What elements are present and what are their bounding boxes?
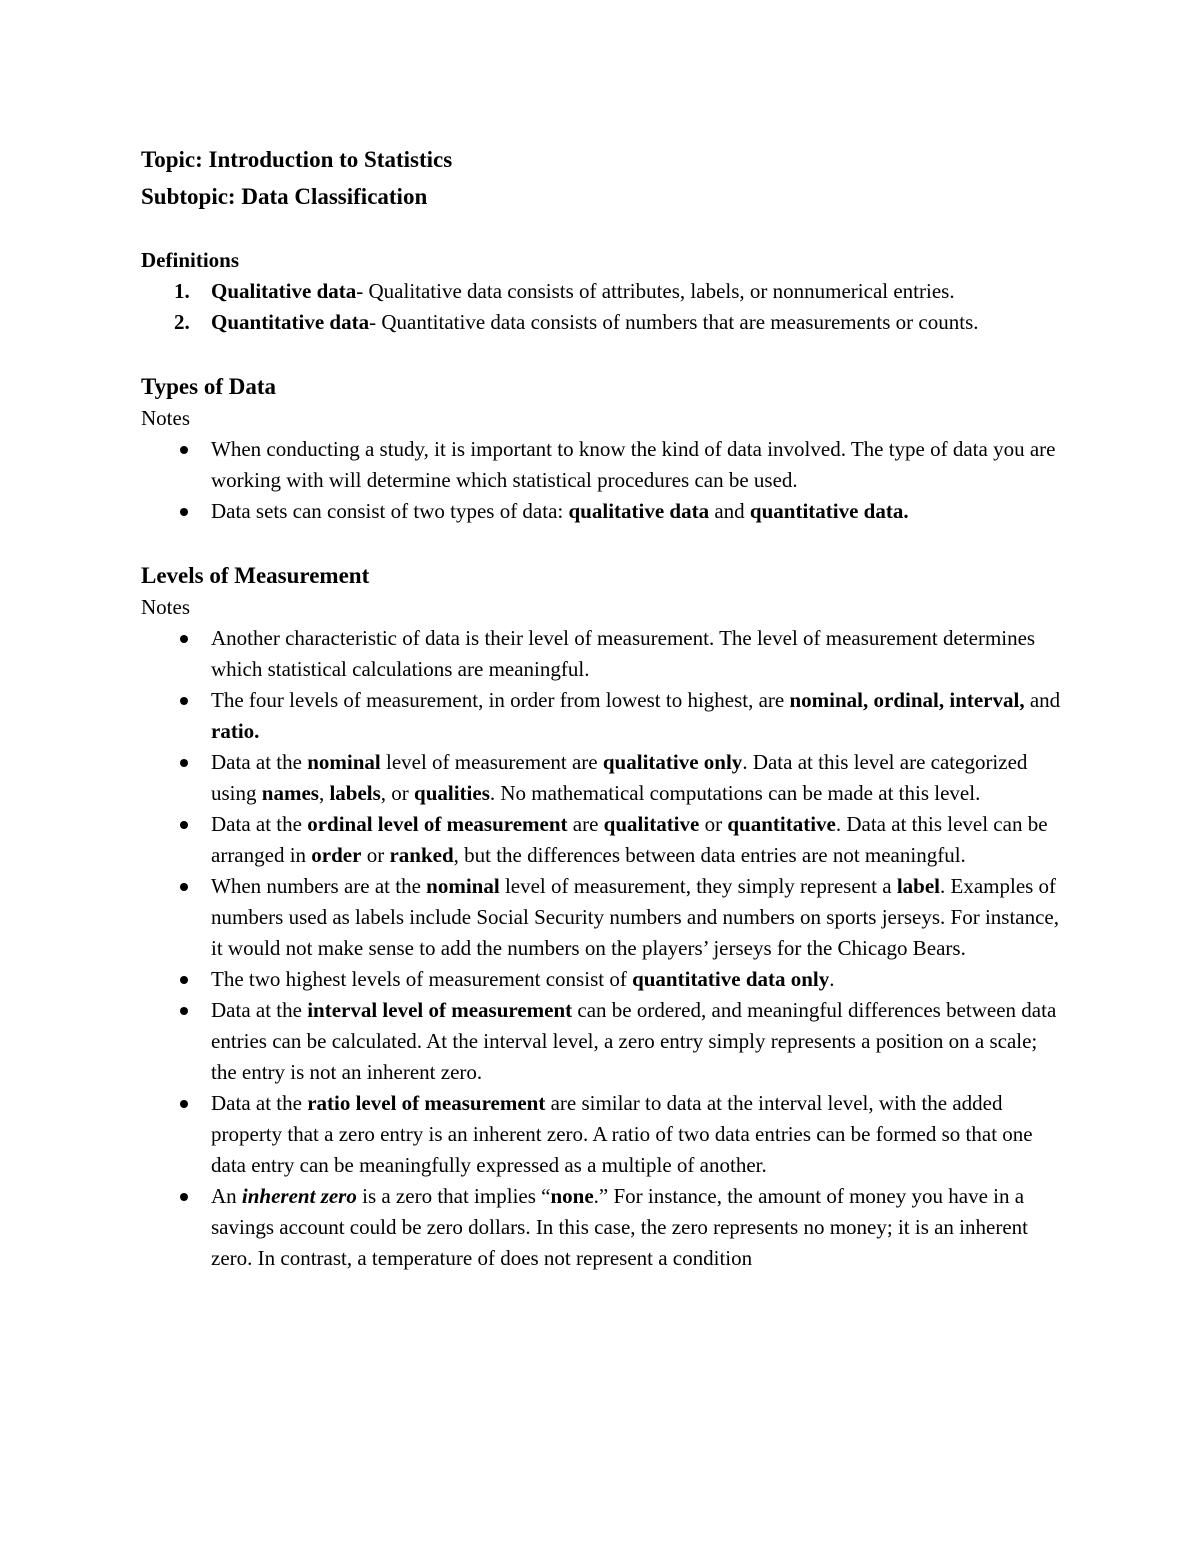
bullet-dot-icon xyxy=(180,1100,188,1108)
note-emphasis: qualities xyxy=(414,781,490,805)
note-bullet-item xyxy=(141,995,1066,1088)
note-bullet-item xyxy=(141,623,1066,685)
types-of-data-heading: Types of Data xyxy=(141,374,277,399)
bullet-dot-icon xyxy=(180,759,188,767)
note-emphasis: nominal, ordinal, interval, xyxy=(789,688,1025,712)
note-emphasis: ranked xyxy=(389,843,454,867)
bullet-dot-icon xyxy=(180,508,188,516)
note-text: Data at the xyxy=(211,750,308,774)
definition-item xyxy=(141,307,1066,338)
note-emphasis: quantitative xyxy=(727,812,836,836)
definition-term: Qualitative data xyxy=(211,279,357,303)
note-bullet-item xyxy=(141,1088,1066,1181)
note-emphasis: nominal xyxy=(307,750,381,774)
bullet-dot-icon xyxy=(180,1193,188,1201)
note-text: , or xyxy=(380,781,415,805)
topic-title: Topic: Introduction to Statistics xyxy=(141,147,453,172)
note-text: level of measurement, they simply represent a xyxy=(499,874,897,898)
note-bullet-item xyxy=(141,964,1066,995)
note-text: level of measurement are xyxy=(380,750,603,774)
bullet-dot-icon xyxy=(180,697,188,705)
note-emphasis: names xyxy=(261,781,319,805)
note-text: are xyxy=(567,812,604,836)
note-emphasis: qualitative only xyxy=(602,750,743,774)
note-bullet-item xyxy=(141,747,1066,809)
types-of-data-section xyxy=(141,370,1066,527)
note-text: . Examples of numbers used as labels include Social Security numbers and numbers on sports jerseys. For instance, it would not make sense to add the numbers on the players’ jerseys for the Chicago Bears. xyxy=(211,874,1059,960)
note-text: is a zero that implies “ xyxy=(356,1184,551,1208)
note-text: or xyxy=(361,843,390,867)
bullet-dot-icon xyxy=(180,976,188,984)
note-text: The four levels of measurement, in order from lowest to highest, are xyxy=(211,688,790,712)
note-text: Data at the xyxy=(211,1091,308,1115)
note-text: The two highest levels of measurement consist of xyxy=(211,967,633,991)
bullet-dot-icon xyxy=(180,883,188,891)
definition-text: - Qualitative data consists of attributes, labels, or nonnumerical entries. xyxy=(356,279,955,303)
levels-of-measurement-notes xyxy=(141,623,1066,1274)
note-text: An xyxy=(211,1184,242,1208)
note-bullet-item xyxy=(141,1181,1066,1274)
note-text: . No mathematical computations can be made at this level. xyxy=(489,781,981,805)
note-bullet-item xyxy=(141,434,1066,496)
note-text: or xyxy=(699,812,728,836)
note-bullet-item xyxy=(141,496,1066,527)
note-text: Data at the xyxy=(211,812,308,836)
definition-item xyxy=(141,276,1066,307)
note-emphasis: nominal xyxy=(426,874,500,898)
note-text: . xyxy=(829,967,835,991)
note-emphasis: inherent zero xyxy=(241,1184,357,1208)
note-text: can be ordered, and meaningful differences between data entries can be calculated. At the interval level, a zero entry simply represents a position on a scale; the entry is not an inherent zero. xyxy=(211,998,1057,1084)
note-emphasis: qualitative xyxy=(603,812,700,836)
document-body xyxy=(141,141,1066,1274)
note-text: Another characteristic of data is their level of measurement. The level of measurement determines which statistical calculations are meaningful. xyxy=(211,626,1036,681)
note-emphasis: ratio. xyxy=(211,719,260,743)
types-of-data-notes xyxy=(141,434,1066,527)
definition-number: 2. xyxy=(174,310,190,334)
note-text: Data sets can consist of two types of data: xyxy=(211,499,569,523)
note-emphasis: interval level of measurement xyxy=(307,998,573,1022)
definitions-list xyxy=(141,276,1066,338)
bullet-dot-icon xyxy=(180,446,188,454)
note-emphasis: ratio level of measurement xyxy=(307,1091,546,1115)
note-text: , but the differences between data entries are not meaningful. xyxy=(453,843,966,867)
subtopic-title: Subtopic: Data Classification xyxy=(141,184,428,209)
definition-number: 1. xyxy=(174,279,190,303)
note-bullet-item xyxy=(141,685,1066,747)
note-emphasis: qualitative data xyxy=(568,499,710,523)
note-text: , xyxy=(318,781,330,805)
levels-of-measurement-section xyxy=(141,559,1066,1274)
bullet-dot-icon xyxy=(180,635,188,643)
bullet-dot-icon xyxy=(180,1007,188,1015)
note-text: When conducting a study, it is important to know the kind of data involved. The type of data you are working with will determine which statistical procedures can be used. xyxy=(211,437,1056,492)
notes-label: Notes xyxy=(141,595,190,619)
note-emphasis: none xyxy=(550,1184,594,1208)
note-emphasis: labels xyxy=(329,781,381,805)
note-text: .” For instance, the amount of money you have in a savings account could be zero dollars. In this case, the zero represents no money; it is an inherent zero. In contrast, a temperature of does not represent a condition xyxy=(211,1184,1028,1270)
note-emphasis: quantitative data. xyxy=(749,499,909,523)
definitions-heading: Definitions xyxy=(141,248,240,272)
notes-label: Notes xyxy=(141,406,190,430)
note-bullet-item xyxy=(141,809,1066,871)
note-emphasis: label xyxy=(896,874,940,898)
note-text: and xyxy=(709,499,750,523)
note-emphasis: ordinal level of measurement xyxy=(307,812,568,836)
definition-text: - Quantitative data consists of numbers that are measurements or counts. xyxy=(369,310,979,334)
note-text: When numbers are at the xyxy=(211,874,427,898)
note-emphasis: quantitative data only xyxy=(632,967,830,991)
note-text: and xyxy=(1024,688,1061,712)
note-text: . Data at this level can be arranged in xyxy=(211,812,1048,867)
bullet-dot-icon xyxy=(180,821,188,829)
note-text: are similar to data at the interval level, with the added property that a zero entry is an inherent zero. A ratio of two data entries can be formed so that one data entry can be meaningfully expressed as a multiple of another. xyxy=(211,1091,1033,1177)
definition-term: Quantitative data xyxy=(211,310,370,334)
note-bullet-item xyxy=(141,871,1066,964)
note-text: Data at the xyxy=(211,998,308,1022)
note-text: . Data at this level are categorized using xyxy=(211,750,1028,805)
levels-of-measurement-heading: Levels of Measurement xyxy=(141,563,370,588)
definitions-section xyxy=(141,245,1066,338)
note-emphasis: order xyxy=(311,843,362,867)
